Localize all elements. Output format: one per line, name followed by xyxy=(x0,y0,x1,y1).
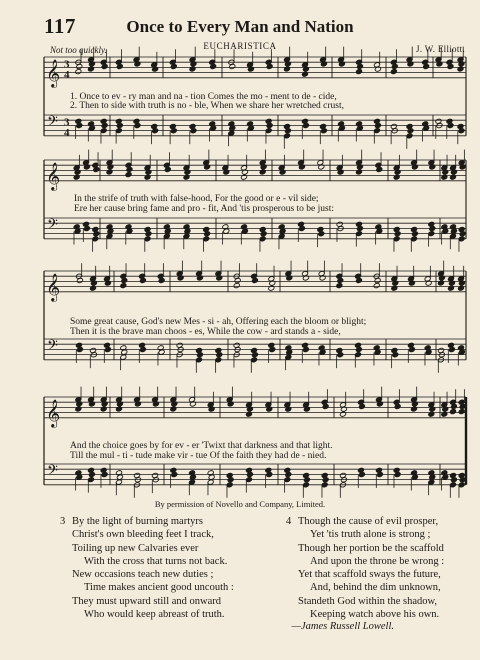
note-head xyxy=(458,285,465,291)
hymn-author: —James Russell Lowell. xyxy=(291,621,394,632)
tempo-marking: Not too quickly. xyxy=(50,45,107,55)
stanza-line: Time makes ancient good uncouth : xyxy=(84,582,234,594)
note-head xyxy=(75,406,82,412)
note-head xyxy=(450,174,457,180)
note-head xyxy=(457,66,464,72)
stanza-line: New occasions teach new duties ; xyxy=(72,569,214,581)
note-head xyxy=(189,66,196,72)
note-head xyxy=(373,283,380,289)
stanza-line: And upon the throne be wrong : xyxy=(310,555,445,567)
note-head xyxy=(268,285,275,291)
stanza-4 xyxy=(286,515,444,621)
stanza-line: With the cross that turns not back. xyxy=(84,555,228,567)
time-signature: 3 xyxy=(64,58,70,71)
bass-clef-icon: 𝄢 xyxy=(47,337,58,358)
time-signature: 4 xyxy=(64,68,70,81)
lyric-line: In the strife of truth with false-hood, For the good or e - vil side; xyxy=(74,194,319,204)
note-head xyxy=(458,409,465,415)
note-head xyxy=(106,169,113,175)
note-head xyxy=(438,280,445,286)
note-head xyxy=(100,406,107,412)
note-head xyxy=(144,174,151,180)
lyric-line: Then it is the brave man choos - es, While the cow - ard stands a - side, xyxy=(70,327,341,337)
note-head xyxy=(125,172,132,178)
lyric-line: Till the mul - ti - tude make vir - tue Of the faith they had de - nied. xyxy=(70,451,327,461)
stanza-line-text: By the light of burning martyrs xyxy=(72,516,203,527)
lyric-line: 1. Once to ev - ry man and na - tion Comes the mo - ment to de - cide, xyxy=(70,92,337,102)
stanza-number: 4 xyxy=(286,516,292,527)
tune-name: EUCHARISTICA xyxy=(203,41,277,51)
note-head xyxy=(448,285,455,291)
note-head xyxy=(241,174,248,180)
lyric-line: Ere her cause bring fame and pro - fit, And 'tis prosperous to be just: xyxy=(74,204,334,214)
note-head xyxy=(183,174,190,180)
permission-note: By permission of Novello and Company, Limited. xyxy=(154,499,326,509)
stanza-line-text: Though the cause of evil prosper, xyxy=(298,516,439,527)
treble-clef-icon: 𝄞 xyxy=(46,161,61,190)
note-head xyxy=(75,69,82,75)
stanza-line xyxy=(286,515,444,528)
stanza-line: Standeth God within the shadow, xyxy=(298,595,438,607)
note-head xyxy=(356,169,363,175)
stanza-line: Who would keep abreast of truth. xyxy=(84,609,225,621)
note-head xyxy=(391,285,398,291)
note-head xyxy=(428,411,435,417)
note-head xyxy=(390,69,397,75)
note-head xyxy=(336,283,343,289)
note-head xyxy=(73,174,80,180)
note-head xyxy=(90,285,97,291)
hymn-number: 117 xyxy=(44,14,76,38)
note-head xyxy=(302,71,309,77)
note-head xyxy=(259,169,266,175)
treble-clef-icon: 𝄞 xyxy=(46,398,61,427)
stanza-line: Yet 'tis truth alone is strong ; xyxy=(310,529,431,541)
note-head xyxy=(88,66,95,72)
lyric-line: 2. Then to side with truth is no - ble, When we share her wretched crust, xyxy=(70,101,345,111)
note-head xyxy=(356,69,363,75)
note-head xyxy=(246,411,253,417)
stanza-number: 3 xyxy=(60,516,66,527)
note-head xyxy=(170,406,177,412)
lyric-line: Some great cause, God's new Mes - si - ah, Offering each the bloom or blight; xyxy=(70,317,367,327)
treble-clef-icon: 𝄞 xyxy=(46,272,61,301)
bass-clef-icon: 𝄢 xyxy=(47,462,58,483)
note-head xyxy=(441,411,448,417)
note-head xyxy=(411,406,418,412)
treble-clef-icon: 𝄞 xyxy=(46,58,61,87)
stanza-line: Toiling up new Calvaries ever xyxy=(72,542,199,554)
stanza-line xyxy=(60,515,234,528)
stanza-3 xyxy=(60,515,234,621)
note-head xyxy=(120,283,127,289)
stanza-line: Keeping watch above his own. xyxy=(310,609,440,621)
stanza-line: Christ's own bleeding feet I track, xyxy=(72,529,214,541)
note-head xyxy=(450,409,457,415)
hymn-title: Once to Every Man and Nation xyxy=(126,17,354,36)
bass-clef-icon: 𝄢 xyxy=(47,113,58,134)
note-head xyxy=(116,406,123,412)
stanza-line: Yet that scaffold sways the future, xyxy=(298,569,441,581)
time-signature: 4 xyxy=(64,126,70,139)
note-head xyxy=(393,174,400,180)
note-head xyxy=(441,174,448,180)
stanza-line: Though her portion be the scaffold xyxy=(298,542,444,554)
composer-credit: J. W. Elliott. xyxy=(416,44,465,54)
stanza-line: And, behind the dim unknown, xyxy=(310,582,441,594)
lyric-line: And the choice goes by for ev - er 'Twixt that darkness and that light. xyxy=(70,441,333,451)
note-head xyxy=(284,66,291,72)
time-signature: 3 xyxy=(64,116,70,129)
note-head xyxy=(233,283,240,289)
stanza-line: They must upward still and onward xyxy=(72,595,222,607)
note-head xyxy=(340,411,347,417)
bass-clef-icon: 𝄢 xyxy=(47,216,58,237)
